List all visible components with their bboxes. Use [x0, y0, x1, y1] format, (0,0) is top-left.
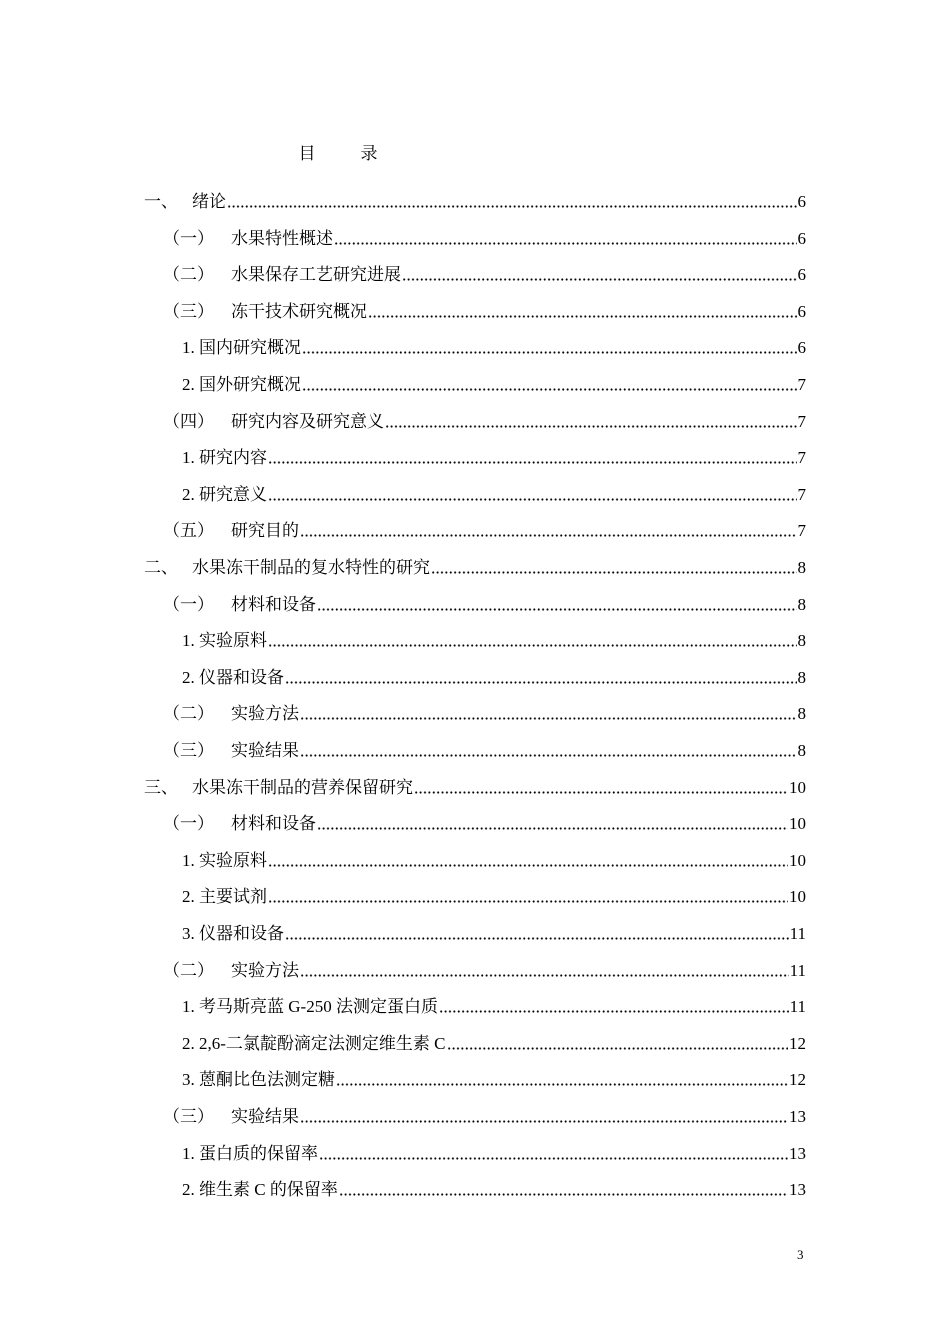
- toc-entry-text: 2. 维生素 C 的保留率: [182, 1180, 338, 1200]
- toc-entry-label: [182, 337, 301, 359]
- toc-entry[interactable]: [182, 1139, 806, 1165]
- toc-entry-page: 7: [797, 484, 806, 504]
- toc-entry-label: [163, 960, 299, 982]
- toc-entry-label: [163, 813, 316, 835]
- toc-entry-label: [163, 1106, 299, 1128]
- toc-entry-text: 实验结果: [231, 741, 299, 760]
- toc-entry-label: [182, 484, 267, 506]
- dot-leader: [317, 608, 797, 611]
- toc-entry-page: 8: [797, 558, 806, 577]
- toc-entry-page: 6: [797, 338, 806, 358]
- dot-leader: [414, 791, 788, 794]
- toc-entry-label: [163, 264, 401, 286]
- dot-leader: [439, 1010, 789, 1013]
- toc-entry-page: 7: [797, 375, 806, 394]
- dot-leader: [300, 534, 797, 537]
- toc-entry-label: [182, 667, 284, 689]
- toc-entry-page: 6: [797, 301, 806, 321]
- dot-leader: [319, 1157, 788, 1160]
- dot-leader: [402, 278, 797, 281]
- dot-leader: [385, 425, 797, 428]
- toc-entry-label: [144, 191, 226, 213]
- toc-entry-label: [182, 447, 267, 469]
- toc-entry[interactable]: [163, 699, 806, 725]
- toc-entry-number: （四）: [163, 411, 214, 431]
- toc-entry-page: 10: [789, 814, 806, 834]
- toc-entry-text: 材料和设备: [231, 594, 316, 614]
- toc-entry-label: [182, 1143, 318, 1165]
- toc-entry-text: 3. 仪器和设备: [182, 924, 284, 943]
- toc-entry-page: 13: [789, 1143, 806, 1163]
- toc-entry[interactable]: [182, 480, 806, 506]
- toc-entry-text: 材料和设备: [231, 814, 316, 834]
- toc-entry[interactable]: [182, 663, 806, 689]
- toc-entry-number: （三）: [163, 301, 214, 321]
- toc-entry-text: 冻干技术研究概况: [231, 301, 367, 321]
- toc-entry-label: [182, 374, 301, 396]
- toc-entry[interactable]: [182, 1175, 806, 1201]
- toc-entry-text: 研究目的: [231, 521, 299, 541]
- dot-leader: [302, 388, 797, 391]
- toc-entry-text: 1. 国内研究概况: [182, 338, 301, 358]
- toc-entry[interactable]: [144, 773, 806, 799]
- toc-entry-text: 绪论: [192, 192, 226, 211]
- toc-entry-page: 10: [789, 777, 806, 797]
- toc-entry-page: 7: [797, 411, 806, 431]
- toc-entry-text: 实验方法: [231, 960, 299, 980]
- toc-entry[interactable]: [182, 626, 806, 652]
- toc-entry-text: 水果冻干制品的营养保留研究: [192, 777, 413, 797]
- toc-entry-number: （二）: [163, 704, 214, 724]
- toc-entry-label: [163, 411, 384, 433]
- toc-entry-label: [163, 703, 299, 725]
- toc-entry-page: 10: [789, 887, 806, 907]
- toc-entry-number: （一）: [163, 228, 214, 248]
- dot-leader: [368, 315, 797, 318]
- dot-leader: [300, 974, 789, 977]
- toc-entry-page: 13: [789, 1180, 806, 1200]
- toc-entry-number: （三）: [163, 1107, 214, 1126]
- toc-entry[interactable]: [182, 846, 806, 872]
- toc-entry-label: [182, 996, 438, 1018]
- toc-entry-page: 6: [797, 265, 806, 285]
- dot-leader: [268, 900, 788, 903]
- toc-entry-label: [163, 228, 333, 250]
- toc-entry[interactable]: [163, 407, 806, 433]
- dot-leader: [268, 498, 797, 501]
- dot-leader: [334, 242, 797, 245]
- dot-leader: [268, 461, 797, 464]
- toc-entry-number: （三）: [163, 741, 214, 760]
- toc-entry-page: 7: [797, 521, 806, 541]
- toc-entry[interactable]: [163, 809, 806, 835]
- toc-entry-label: [182, 630, 267, 652]
- toc-entry-page: 8: [797, 594, 806, 614]
- dot-leader: [336, 1083, 788, 1086]
- toc-entry[interactable]: [163, 297, 806, 323]
- toc-entry-page: 6: [797, 192, 806, 211]
- toc-entry-text: 实验结果: [231, 1107, 299, 1126]
- dot-leader: [302, 351, 797, 354]
- toc-entry-page: 11: [789, 924, 806, 943]
- toc-entry-page: 8: [797, 667, 806, 687]
- toc-entry-number: （二）: [163, 960, 214, 980]
- toc-entry-text: 2. 研究意义: [182, 484, 267, 504]
- dot-leader: [431, 571, 797, 574]
- dot-leader: [447, 1047, 789, 1050]
- toc-entry-text: 1. 蛋白质的保留率: [182, 1143, 318, 1163]
- toc-entry[interactable]: [182, 1065, 806, 1091]
- toc-entry[interactable]: [163, 1102, 806, 1128]
- toc-entry[interactable]: [163, 956, 806, 982]
- toc-entry[interactable]: [182, 992, 806, 1018]
- dot-leader: [285, 681, 797, 684]
- toc-entry-text: 3. 蒽酮比色法测定糖: [182, 1070, 335, 1090]
- toc-entry-label: [182, 923, 284, 945]
- dot-leader: [227, 205, 797, 208]
- toc-entry-label: [163, 594, 316, 616]
- toc-entry-text: 1. 实验原料: [182, 631, 267, 651]
- toc-entry-label: [182, 850, 267, 872]
- dot-leader: [317, 827, 788, 830]
- toc-entry[interactable]: [182, 919, 806, 945]
- toc-entry-number: （一）: [163, 594, 214, 614]
- toc-entry-text: 实验方法: [231, 704, 299, 724]
- toc-entry[interactable]: [182, 882, 806, 908]
- toc-entry-number: 二、: [144, 558, 178, 577]
- toc-entry-label: [163, 520, 299, 542]
- page-number-text: 3: [797, 1247, 804, 1262]
- dot-leader: [300, 1120, 788, 1123]
- toc-entry-page: 10: [789, 850, 806, 870]
- toc-entry[interactable]: [182, 443, 806, 469]
- toc-entry[interactable]: [163, 224, 806, 250]
- toc-entry[interactable]: [144, 187, 806, 213]
- toc-entry[interactable]: [144, 553, 806, 579]
- toc-entry[interactable]: [163, 736, 806, 762]
- dot-leader: [268, 864, 788, 867]
- toc-entry-text: 2. 主要试剂: [182, 887, 267, 907]
- toc-entry[interactable]: [182, 333, 806, 359]
- toc-entry-page: 8: [797, 704, 806, 724]
- toc-entry-text: 水果冻干制品的复水特性的研究: [192, 558, 430, 577]
- toc-entry-page: 6: [797, 228, 806, 248]
- toc-entry-text: 1. 研究内容: [182, 448, 267, 468]
- toc-entry-page: 11: [789, 960, 806, 980]
- toc-entry-page: 11: [789, 997, 806, 1017]
- toc-entry-number: （二）: [163, 265, 214, 285]
- toc-entry-text: 1. 考马斯亮蓝 G-250 法测定蛋白质: [182, 997, 438, 1017]
- toc-entry-label: [163, 740, 299, 762]
- toc-entry-number: （五）: [163, 521, 214, 541]
- toc-entry-label: [182, 1179, 338, 1201]
- toc-entry-text: 水果保存工艺研究进展: [231, 265, 401, 285]
- toc-entry-text: 2. 2,6-二氯靛酚滴定法测定维生素 C: [182, 1033, 446, 1053]
- toc-entry-page: 8: [797, 741, 806, 760]
- dot-leader: [285, 937, 789, 940]
- toc-entry[interactable]: [182, 370, 806, 396]
- toc-entry-label: [163, 301, 367, 323]
- dot-leader: [300, 717, 797, 720]
- dot-leader: [268, 644, 797, 647]
- toc-entry-page: 12: [789, 1033, 806, 1053]
- toc-entry-text: 1. 实验原料: [182, 850, 267, 870]
- toc-entry-page: 13: [789, 1107, 806, 1126]
- toc-entry-label: [182, 1033, 446, 1055]
- toc-entry-text: 研究内容及研究意义: [231, 411, 384, 431]
- toc-title: 目 录: [298, 144, 392, 163]
- toc-entry-text: 2. 国外研究概况: [182, 375, 301, 394]
- toc-entry-text: 2. 仪器和设备: [182, 667, 284, 687]
- toc-entry[interactable]: [163, 516, 806, 542]
- toc-entry-page: 7: [797, 448, 806, 468]
- toc-entry-label: [144, 557, 430, 579]
- toc-entry-number: （一）: [163, 814, 214, 834]
- toc-entry-label: [182, 886, 267, 908]
- toc-entry-label: [144, 777, 413, 799]
- toc-entry-number: 一、: [144, 192, 178, 211]
- dot-leader: [300, 754, 797, 757]
- toc-entry[interactable]: [163, 260, 806, 286]
- toc-entry-page: 12: [789, 1070, 806, 1090]
- toc-entry[interactable]: [163, 590, 806, 616]
- toc-entry-number: 三、: [144, 777, 178, 797]
- toc-entry[interactable]: [182, 1029, 806, 1055]
- dot-leader: [339, 1193, 788, 1196]
- toc-entry-text: 水果特性概述: [231, 228, 333, 248]
- toc-entry-page: 8: [797, 631, 806, 651]
- toc-entry-label: [182, 1069, 335, 1091]
